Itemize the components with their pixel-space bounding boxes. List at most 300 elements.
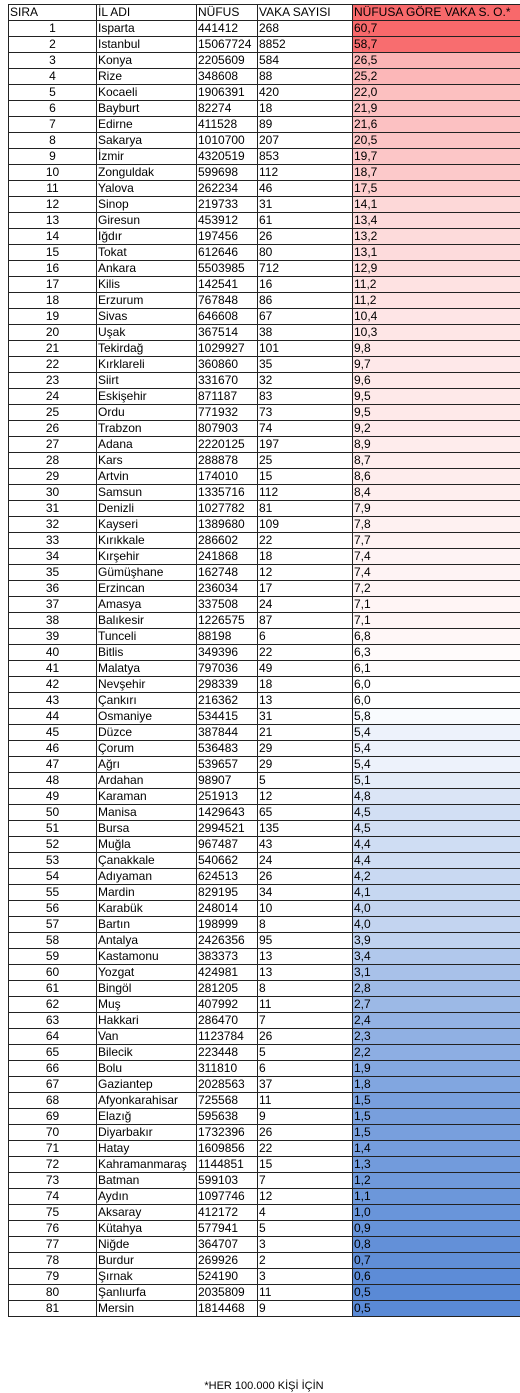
case-count-cell: 7 xyxy=(258,1173,353,1189)
table-row xyxy=(9,229,520,245)
case-count-cell: 26 xyxy=(258,229,353,245)
rank-cell: 34 xyxy=(9,549,97,565)
rate-cell: 13,1 xyxy=(353,245,520,261)
rank-cell: 52 xyxy=(9,837,97,853)
table-row xyxy=(9,85,520,101)
rate-cell: 5,8 xyxy=(353,709,520,725)
case-count-cell: 853 xyxy=(258,149,353,165)
case-count-cell: 88 xyxy=(258,69,353,85)
rank-cell: 46 xyxy=(9,741,97,757)
case-count-cell: 3 xyxy=(258,1237,353,1253)
rate-cell: 7,9 xyxy=(353,501,520,517)
case-count-cell: 6 xyxy=(258,629,353,645)
rank-cell: 56 xyxy=(9,901,97,917)
province-cell: Van xyxy=(97,1029,197,1045)
table-row xyxy=(9,213,520,229)
case-count-cell: 22 xyxy=(258,533,353,549)
population-cell: 286602 xyxy=(197,533,258,549)
province-cell: Eskişehir xyxy=(97,389,197,405)
case-count-cell: 32 xyxy=(258,373,353,389)
case-count-cell: 8 xyxy=(258,917,353,933)
table-row xyxy=(9,21,520,37)
population-cell: 871187 xyxy=(197,389,258,405)
rank-cell: 51 xyxy=(9,821,97,837)
case-count-cell: 2 xyxy=(258,1253,353,1269)
province-cell: Çanakkale xyxy=(97,853,197,869)
province-cell: Şırnak xyxy=(97,1269,197,1285)
rate-cell: 19,7 xyxy=(353,149,520,165)
rate-cell: 8,6 xyxy=(353,469,520,485)
population-cell: 82274 xyxy=(197,101,258,117)
table-row xyxy=(9,789,520,805)
table-row xyxy=(9,357,520,373)
province-cell: Balıkesir xyxy=(97,613,197,629)
rank-cell: 6 xyxy=(9,101,97,117)
rate-cell: 1,4 xyxy=(353,1141,520,1157)
table-row xyxy=(9,133,520,149)
rank-cell: 26 xyxy=(9,421,97,437)
table-row xyxy=(9,885,520,901)
rank-cell: 81 xyxy=(9,1301,97,1317)
table-row xyxy=(9,421,520,437)
population-cell: 262234 xyxy=(197,181,258,197)
province-cell: Bursa xyxy=(97,821,197,837)
province-cell: Karaman xyxy=(97,789,197,805)
case-count-cell: 35 xyxy=(258,357,353,373)
population-cell: 364707 xyxy=(197,1237,258,1253)
province-cell: Gümüşhane xyxy=(97,565,197,581)
rate-cell: 0,6 xyxy=(353,1269,520,1285)
table-row xyxy=(9,1013,520,1029)
province-cell: Niğde xyxy=(97,1237,197,1253)
province-cell: Iğdır xyxy=(97,229,197,245)
province-cell: Ağrı xyxy=(97,757,197,773)
province-cell: Adana xyxy=(97,437,197,453)
table-row xyxy=(9,469,520,485)
case-count-cell: 18 xyxy=(258,549,353,565)
population-cell: 2035809 xyxy=(197,1285,258,1301)
rank-cell: 63 xyxy=(9,1013,97,1029)
case-count-cell: 25 xyxy=(258,453,353,469)
population-cell: 198999 xyxy=(197,917,258,933)
case-count-cell: 21 xyxy=(258,725,353,741)
case-count-cell: 73 xyxy=(258,405,353,421)
population-cell: 599698 xyxy=(197,165,258,181)
population-cell: 967487 xyxy=(197,837,258,853)
rank-cell: 27 xyxy=(9,437,97,453)
rank-cell: 49 xyxy=(9,789,97,805)
population-cell: 539657 xyxy=(197,757,258,773)
province-cell: Gaziantep xyxy=(97,1077,197,1093)
rank-cell: 35 xyxy=(9,565,97,581)
table-row xyxy=(9,1189,520,1205)
population-cell: 174010 xyxy=(197,469,258,485)
rate-cell: 2,8 xyxy=(353,981,520,997)
case-count-cell: 5 xyxy=(258,1045,353,1061)
province-cell: Kırklareli xyxy=(97,357,197,373)
rate-cell: 25,2 xyxy=(353,69,520,85)
table-row xyxy=(9,261,520,277)
rate-cell: 0,7 xyxy=(353,1253,520,1269)
table-row xyxy=(9,613,520,629)
case-count-cell: 135 xyxy=(258,821,353,837)
province-cell: Hakkari xyxy=(97,1013,197,1029)
province-cell: Bartın xyxy=(97,917,197,933)
case-count-cell: 5 xyxy=(258,773,353,789)
province-cell: Sivas xyxy=(97,309,197,325)
rate-cell: 2,2 xyxy=(353,1045,520,1061)
table-row xyxy=(9,1301,520,1317)
province-cell: Kütahya xyxy=(97,1221,197,1237)
header-population: NÜFUS xyxy=(197,5,258,21)
rank-cell: 8 xyxy=(9,133,97,149)
province-cell: Denizli xyxy=(97,501,197,517)
province-cell: Ankara xyxy=(97,261,197,277)
rank-cell: 71 xyxy=(9,1141,97,1157)
province-cell: Artvin xyxy=(97,469,197,485)
population-cell: 236034 xyxy=(197,581,258,597)
rank-cell: 9 xyxy=(9,149,97,165)
case-count-cell: 12 xyxy=(258,565,353,581)
province-cell: Hatay xyxy=(97,1141,197,1157)
province-cell: Adıyaman xyxy=(97,869,197,885)
province-cell: Kocaeli xyxy=(97,85,197,101)
table-row xyxy=(9,1029,520,1045)
rank-cell: 22 xyxy=(9,357,97,373)
rank-cell: 18 xyxy=(9,293,97,309)
table-row xyxy=(9,245,520,261)
rate-cell: 11,2 xyxy=(353,277,520,293)
population-cell: 219733 xyxy=(197,197,258,213)
header-row xyxy=(9,5,520,21)
rank-cell: 25 xyxy=(9,405,97,421)
rate-cell: 8,9 xyxy=(353,437,520,453)
case-count-cell: 16 xyxy=(258,277,353,293)
province-cell: Tunceli xyxy=(97,629,197,645)
rate-cell: 26,5 xyxy=(353,53,520,69)
rank-cell: 14 xyxy=(9,229,97,245)
case-count-cell: 13 xyxy=(258,965,353,981)
rank-cell: 45 xyxy=(9,725,97,741)
case-count-cell: 112 xyxy=(258,165,353,181)
rate-cell: 13,4 xyxy=(353,213,520,229)
case-count-cell: 9 xyxy=(258,1109,353,1125)
rate-cell: 12,9 xyxy=(353,261,520,277)
table-row xyxy=(9,565,520,581)
case-count-cell: 8 xyxy=(258,981,353,997)
rank-cell: 15 xyxy=(9,245,97,261)
rate-cell: 13,2 xyxy=(353,229,520,245)
province-cell: Ordu xyxy=(97,405,197,421)
table-row xyxy=(9,453,520,469)
table-row xyxy=(9,1077,520,1093)
population-cell: 383373 xyxy=(197,949,258,965)
rank-cell: 21 xyxy=(9,341,97,357)
province-cell: Kilis xyxy=(97,277,197,293)
case-count-cell: 81 xyxy=(258,501,353,517)
rate-cell: 6,8 xyxy=(353,629,520,645)
rate-cell: 8,4 xyxy=(353,485,520,501)
rank-cell: 28 xyxy=(9,453,97,469)
rate-cell: 1,5 xyxy=(353,1125,520,1141)
rank-cell: 32 xyxy=(9,517,97,533)
table-row xyxy=(9,965,520,981)
rate-cell: 4,5 xyxy=(353,805,520,821)
rank-cell: 54 xyxy=(9,869,97,885)
rank-cell: 5 xyxy=(9,85,97,101)
rate-cell: 1,8 xyxy=(353,1077,520,1093)
population-cell: 595638 xyxy=(197,1109,258,1125)
table-row xyxy=(9,1061,520,1077)
province-cell: Kahramanmaraş xyxy=(97,1157,197,1173)
province-cell: Zonguldak xyxy=(97,165,197,181)
footnote: *HER 100.000 KİŞİ İÇİN xyxy=(204,1380,324,1392)
province-cell: Kırıkkale xyxy=(97,533,197,549)
rate-cell: 4,0 xyxy=(353,917,520,933)
population-cell: 248014 xyxy=(197,901,258,917)
table-row xyxy=(9,597,520,613)
rate-cell: 9,2 xyxy=(353,421,520,437)
rank-cell: 80 xyxy=(9,1285,97,1301)
rank-cell: 44 xyxy=(9,709,97,725)
population-cell: 1429643 xyxy=(197,805,258,821)
case-count-cell: 22 xyxy=(258,1141,353,1157)
population-cell: 331670 xyxy=(197,373,258,389)
rank-cell: 73 xyxy=(9,1173,97,1189)
population-cell: 281205 xyxy=(197,981,258,997)
province-cell: Malatya xyxy=(97,661,197,677)
population-cell: 1097746 xyxy=(197,1189,258,1205)
rate-cell: 1,9 xyxy=(353,1061,520,1077)
rank-cell: 30 xyxy=(9,485,97,501)
population-cell: 1609856 xyxy=(197,1141,258,1157)
rate-cell: 4,4 xyxy=(353,853,520,869)
rate-cell: 18,7 xyxy=(353,165,520,181)
rank-cell: 24 xyxy=(9,389,97,405)
rate-cell: 4,1 xyxy=(353,885,520,901)
table-row xyxy=(9,1093,520,1109)
rank-cell: 60 xyxy=(9,965,97,981)
table-row xyxy=(9,101,520,117)
table-row xyxy=(9,485,520,501)
population-cell: 298339 xyxy=(197,677,258,693)
rate-cell: 10,4 xyxy=(353,309,520,325)
province-cell: Çankırı xyxy=(97,693,197,709)
province-cell: Çorum xyxy=(97,741,197,757)
population-cell: 288878 xyxy=(197,453,258,469)
population-cell: 407992 xyxy=(197,997,258,1013)
case-count-cell: 101 xyxy=(258,341,353,357)
province-cell: Siirt xyxy=(97,373,197,389)
rank-cell: 40 xyxy=(9,645,97,661)
rate-cell: 0,9 xyxy=(353,1221,520,1237)
province-cell: Tokat xyxy=(97,245,197,261)
table-row xyxy=(9,1269,520,1285)
header-province: İL ADI xyxy=(97,5,197,21)
province-cell: Manisa xyxy=(97,805,197,821)
header-case-count: VAKA SAYISI xyxy=(258,5,353,21)
rank-cell: 36 xyxy=(9,581,97,597)
population-cell: 1029927 xyxy=(197,341,258,357)
province-cell: Rize xyxy=(97,69,197,85)
table-row xyxy=(9,1109,520,1125)
province-cell: Muş xyxy=(97,997,197,1013)
table-row xyxy=(9,293,520,309)
table-row xyxy=(9,853,520,869)
table-row xyxy=(9,325,520,341)
province-cell: Sakarya xyxy=(97,133,197,149)
rank-cell: 19 xyxy=(9,309,97,325)
population-cell: 1814468 xyxy=(197,1301,258,1317)
table-row xyxy=(9,37,520,53)
table-row xyxy=(9,581,520,597)
population-cell: 2994521 xyxy=(197,821,258,837)
table-row xyxy=(9,1237,520,1253)
case-count-cell: 87 xyxy=(258,613,353,629)
rank-cell: 76 xyxy=(9,1221,97,1237)
table-row xyxy=(9,1045,520,1061)
table-row xyxy=(9,1125,520,1141)
province-cell: Antalya xyxy=(97,933,197,949)
case-count-cell: 95 xyxy=(258,933,353,949)
rank-cell: 7 xyxy=(9,117,97,133)
rank-cell: 64 xyxy=(9,1029,97,1045)
population-cell: 88198 xyxy=(197,629,258,645)
population-cell: 1010700 xyxy=(197,133,258,149)
population-cell: 337508 xyxy=(197,597,258,613)
case-count-cell: 26 xyxy=(258,869,353,885)
rate-cell: 21,6 xyxy=(353,117,520,133)
case-count-cell: 89 xyxy=(258,117,353,133)
table-row xyxy=(9,933,520,949)
population-cell: 286470 xyxy=(197,1013,258,1029)
province-cell: Aydın xyxy=(97,1189,197,1205)
table-row xyxy=(9,773,520,789)
table-row xyxy=(9,629,520,645)
province-cell: Afyonkarahisar xyxy=(97,1093,197,1109)
rate-cell: 7,8 xyxy=(353,517,520,533)
table-row xyxy=(9,1221,520,1237)
rank-cell: 42 xyxy=(9,677,97,693)
case-count-cell: 584 xyxy=(258,53,353,69)
rank-cell: 58 xyxy=(9,933,97,949)
province-cell: İzmir xyxy=(97,149,197,165)
case-count-cell: 112 xyxy=(258,485,353,501)
rank-cell: 10 xyxy=(9,165,97,181)
case-count-cell: 197 xyxy=(258,437,353,453)
province-cell: Konya xyxy=(97,53,197,69)
province-cell: Kars xyxy=(97,453,197,469)
population-cell: 453912 xyxy=(197,213,258,229)
case-count-cell: 74 xyxy=(258,421,353,437)
province-cell: Mersin xyxy=(97,1301,197,1317)
rank-cell: 20 xyxy=(9,325,97,341)
rate-cell: 4,5 xyxy=(353,821,520,837)
rank-cell: 50 xyxy=(9,805,97,821)
rank-cell: 65 xyxy=(9,1045,97,1061)
rank-cell: 48 xyxy=(9,773,97,789)
case-count-cell: 46 xyxy=(258,181,353,197)
province-cell: Kayseri xyxy=(97,517,197,533)
population-cell: 540662 xyxy=(197,853,258,869)
rate-cell: 7,1 xyxy=(353,613,520,629)
population-cell: 534415 xyxy=(197,709,258,725)
rank-cell: 77 xyxy=(9,1237,97,1253)
population-cell: 241868 xyxy=(197,549,258,565)
table-row xyxy=(9,1157,520,1173)
case-count-cell: 7 xyxy=(258,1013,353,1029)
table-row xyxy=(9,949,520,965)
population-cell: 5503985 xyxy=(197,261,258,277)
province-cell: Yalova xyxy=(97,181,197,197)
province-cell: Giresun xyxy=(97,213,197,229)
population-cell: 311810 xyxy=(197,1061,258,1077)
rate-cell: 9,8 xyxy=(353,341,520,357)
case-count-cell: 83 xyxy=(258,389,353,405)
population-cell: 524190 xyxy=(197,1269,258,1285)
case-count-cell: 4 xyxy=(258,1205,353,1221)
case-count-cell: 17 xyxy=(258,581,353,597)
table-row xyxy=(9,373,520,389)
table-row xyxy=(9,69,520,85)
rate-cell: 1,2 xyxy=(353,1173,520,1189)
rank-cell: 13 xyxy=(9,213,97,229)
population-cell: 1027782 xyxy=(197,501,258,517)
table-row xyxy=(9,309,520,325)
table-row xyxy=(9,981,520,997)
table-row xyxy=(9,1141,520,1157)
rate-cell: 9,5 xyxy=(353,389,520,405)
population-cell: 367514 xyxy=(197,325,258,341)
rate-cell: 1,1 xyxy=(353,1189,520,1205)
rate-cell: 9,5 xyxy=(353,405,520,421)
case-count-cell: 207 xyxy=(258,133,353,149)
population-cell: 2028563 xyxy=(197,1077,258,1093)
rate-cell: 1,0 xyxy=(353,1205,520,1221)
population-cell: 15067724 xyxy=(197,37,258,53)
table-row xyxy=(9,53,520,69)
table-row xyxy=(9,709,520,725)
rank-cell: 3 xyxy=(9,53,97,69)
rate-cell: 7,2 xyxy=(353,581,520,597)
population-cell: 725568 xyxy=(197,1093,258,1109)
case-count-cell: 11 xyxy=(258,1285,353,1301)
province-cell: Karabük xyxy=(97,901,197,917)
rank-cell: 61 xyxy=(9,981,97,997)
province-cell: Ardahan xyxy=(97,773,197,789)
population-cell: 771932 xyxy=(197,405,258,421)
case-count-cell: 26 xyxy=(258,1125,353,1141)
population-cell: 441412 xyxy=(197,21,258,37)
population-cell: 1144851 xyxy=(197,1157,258,1173)
rank-cell: 55 xyxy=(9,885,97,901)
province-cell: Düzce xyxy=(97,725,197,741)
province-cell: Nevşehir xyxy=(97,677,197,693)
population-cell: 599103 xyxy=(197,1173,258,1189)
case-count-cell: 31 xyxy=(258,709,353,725)
case-count-cell: 8852 xyxy=(258,37,353,53)
table-row xyxy=(9,869,520,885)
table-row xyxy=(9,917,520,933)
table-row xyxy=(9,197,520,213)
case-count-cell: 15 xyxy=(258,1157,353,1173)
province-cell: Diyarbakır xyxy=(97,1125,197,1141)
rank-cell: 47 xyxy=(9,757,97,773)
population-cell: 1335716 xyxy=(197,485,258,501)
table-row xyxy=(9,549,520,565)
table-row xyxy=(9,1253,520,1269)
rate-cell: 20,5 xyxy=(353,133,520,149)
